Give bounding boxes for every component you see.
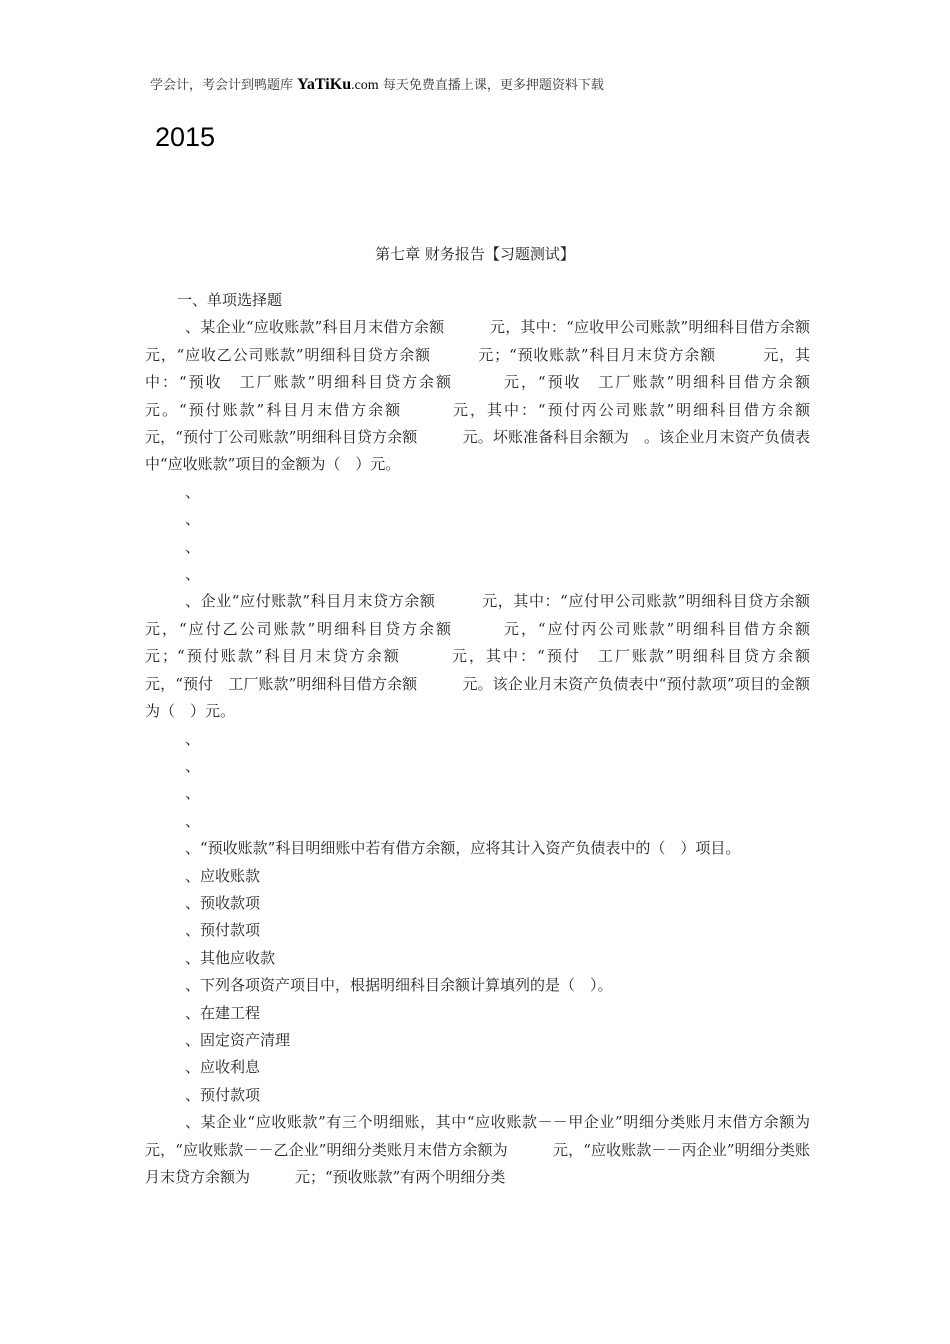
question-1: 、某企业“应收账款”科目月末借方余额 元，其中：“应收甲公司账款”明细科目借方余额 元，“应收乙公司账款”明细科目贷方余额 元；“预收账款”科目月末贷方余额 元，其中：“预收 工厂账款”明细科目贷方余额 元，“预收 工厂账款”明细科目借方余额 元。“预付账款”科目月末借方余额 元，其中：“预付丙公司账款”明细科目借方余额 元，“预付丁公司账款”明细科目贷方余额 元。坏账准备科目余额为 。该企业月末资产负债表中“应收账款”项目的金额为（ ）元。 — [145, 318, 856, 474]
header-brand: YaTiKu — [297, 76, 352, 93]
header-suffix: 每天免费直播上课，更多押题资料下载 — [378, 78, 604, 93]
question-5: 、某企业“应收账款”有三个明细账，其中“应收账款－－甲企业”明细分类账月末借方余额为 元，“应收账款－－乙企业”明细分类账月末借方余额为 元，“应收账款－－丙企业”明细分类账月末贷方余额为 元；“预收账款”有两个明细分类 — [145, 1113, 856, 1186]
document-body — [145, 287, 856, 1191]
header-prefix: 学会计，考会计到鸭题库 — [150, 78, 298, 93]
section-title: 一、单项选择题 — [177, 291, 283, 309]
question-2-option-a: 、 — [185, 729, 201, 748]
question-2-option-d: 、 — [185, 811, 201, 830]
question-4-option-a: 、在建工程 — [185, 1003, 261, 1022]
header-brand-suffix: .com — [351, 78, 379, 93]
question-1-option-b: 、 — [185, 510, 201, 529]
question-1-option-c: 、 — [185, 537, 201, 556]
question-3-option-a: 、应收账款 — [185, 866, 261, 885]
page-header — [150, 74, 604, 94]
chapter-title: 第七章 财务报告【习题测试】 — [375, 245, 575, 263]
question-2: 、企业“应付账款”科目月末贷方余额 元，其中：“应付甲公司账款”明细科目贷方余额 元，“应付乙公司账款”明细科目贷方余额 元，“应付丙公司账款”明细科目借方余额 元；“预付账款”科目月末贷方余额 元，其中：“预付 工厂账款”明细科目贷方余额 元，“预付 工厂账款”明细科目借方余额 元。该企业月末资产负债表中“预付款项”项目的金额为（ ）元。 — [145, 592, 856, 721]
year-heading: 2015 — [155, 122, 216, 152]
question-4-option-c: 、应收利息 — [185, 1058, 261, 1077]
question-4-option-d: 、预付款项 — [185, 1085, 261, 1104]
question-2-option-b: 、 — [185, 756, 201, 775]
question-3-option-b: 、预收款项 — [185, 893, 261, 912]
question-3-option-d: 、其他应收款 — [185, 948, 276, 967]
question-4: 、下列各项资产项目中，根据明细科目余额计算填列的是（ ）。 — [185, 976, 613, 995]
question-3: 、“预收账款”科目明细账中若有借方余额，应将其计入资产负债表中的（ ）项目。 — [185, 839, 741, 858]
question-2-option-c: 、 — [185, 784, 201, 803]
question-1-option-a: 、 — [185, 482, 201, 501]
question-4-option-b: 、固定资产清理 — [185, 1030, 291, 1049]
question-3-option-c: 、预付款项 — [185, 921, 261, 940]
question-1-option-d: 、 — [185, 565, 201, 584]
